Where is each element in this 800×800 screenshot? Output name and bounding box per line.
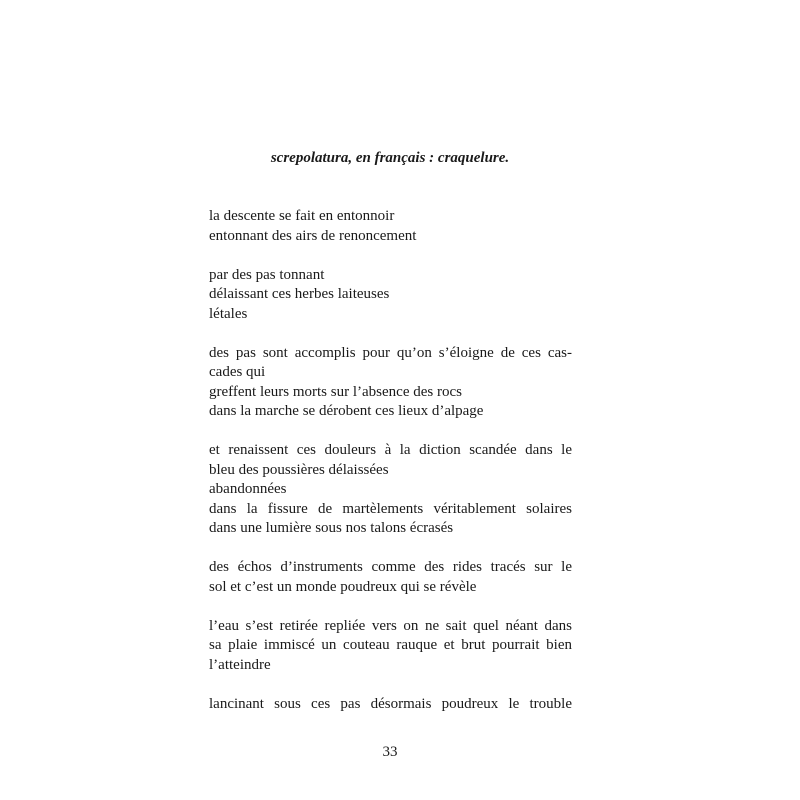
poem-line: dans la fissure de martèlements véritablement solaires <box>209 500 572 517</box>
stanza <box>209 617 572 676</box>
poem-line: l’eau s’est retirée repliée vers on ne sait quel néant dans <box>209 617 572 634</box>
stanza <box>209 558 572 597</box>
poem-line: lancinant sous ces pas désormais poudreux le trouble <box>209 695 572 712</box>
poem-line: l’atteindre <box>209 656 271 673</box>
poem-line: et renaissent ces douleurs à la diction scandée dans le <box>209 442 572 458</box>
poem-line: la descente se fait en entonnoir <box>209 208 395 224</box>
poem-body <box>209 207 572 734</box>
stanza <box>209 344 572 422</box>
poem-line: dans une lumière sous nos talons écrasés <box>209 520 454 536</box>
poem-line: des pas sont accomplis pour qu’on s’éloigne de ces cas- <box>209 344 572 361</box>
stanza <box>209 441 572 539</box>
poem-title: screpolatura, en français : craquelure. <box>270 150 510 166</box>
poem-line: bleu des poussières délaissées <box>209 461 389 478</box>
poem-line: des échos d’instruments comme des rides tracés sur le <box>209 559 572 575</box>
poem-line: dans la marche se dérobent ces lieux d’alpage <box>209 403 484 419</box>
poem-line: cades qui <box>209 364 266 380</box>
poem-line: délaissant ces herbes laiteuses <box>209 286 390 302</box>
stanza <box>209 266 572 325</box>
poem-line: par des pas tonnant <box>209 266 325 283</box>
poem-line: abandonnées <box>209 481 287 497</box>
stanza <box>209 695 572 715</box>
poem-line: létales <box>209 305 248 322</box>
poem-line: entonnant des airs de renoncement <box>209 227 417 244</box>
poem-line: sa plaie immiscé un couteau rauque et brut pourrait bien <box>209 637 572 653</box>
poem-line: greffent leurs morts sur l’absence des rocs <box>209 383 462 400</box>
stanza <box>209 207 572 246</box>
poem-line: sol et c’est un monde poudreux qui se révèle <box>209 578 477 595</box>
page-number: 33 <box>382 744 398 760</box>
